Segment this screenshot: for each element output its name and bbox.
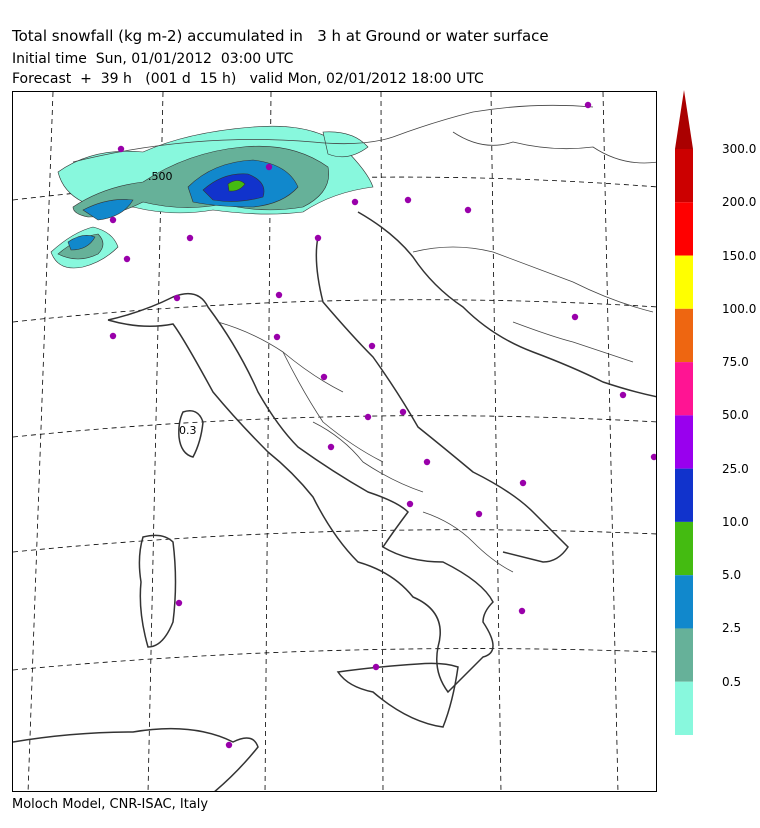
city-marker [520,480,526,486]
legend-swatch [675,415,693,468]
legend-swatch [675,256,693,309]
legend-swatch [675,469,693,522]
city-marker [276,292,282,298]
model-credit: Moloch Model, CNR-ISAC, Italy [12,797,209,812]
legend-swatch [675,309,693,362]
legend-label: 300.0 [722,142,757,156]
city-marker [315,235,321,241]
city-marker [352,199,358,205]
legend-label: 100.0 [722,301,757,316]
city-marker [174,295,180,301]
city-marker [407,501,413,507]
snowfall-shading [51,126,373,268]
legend-label: 25.0 [722,461,749,476]
legend-swatch [675,202,693,255]
coastline [13,212,657,792]
city-marker [400,409,406,415]
snowfall-map [12,91,657,792]
legend-label: 50.0 [722,408,749,423]
map-title: Total snowfall (kg m-2) accumulated in 3 h at Ground or water surface [12,27,549,45]
legend-label: 10.0 [722,514,749,529]
legend-swatch [675,362,693,415]
legend-label: 0.5 [722,674,742,689]
map-canvas [13,92,657,792]
city-marker [226,742,232,748]
legend-swatch [675,682,693,735]
city-marker [651,454,657,460]
city-marker [476,511,482,517]
forecast-valid-time: Forecast + 39 h (001 d 15 h) valid Mon, 02/01/2012 18:00 UTC [12,71,484,87]
city-marker [369,343,375,349]
city-marker [110,217,116,223]
city-marker [465,207,471,213]
initial-time: Initial time Sun, 01/01/2012 03:00 UTC [12,51,294,67]
city-marker [274,334,280,340]
city-marker [365,414,371,420]
contour-label: .500 [148,170,173,183]
city-marker [187,235,193,241]
city-marker [405,197,411,203]
legend-arrow-icon [675,90,693,149]
city-marker [620,392,626,398]
legend-swatch [675,522,693,575]
legend-swatch [675,628,693,681]
city-marker [321,374,327,380]
city-marker [424,459,430,465]
city-marker [328,444,334,450]
legend-label: 5.0 [722,568,742,583]
city-marker [110,333,116,339]
legend-label: 2.5 [722,621,742,636]
legend-color-boxes [675,149,693,735]
city-marker [266,164,272,170]
contour-label: 0.3 [179,424,197,437]
city-marker [585,102,591,108]
legend-label: 150.0 [722,248,757,263]
city-marker [124,256,130,262]
city-marker [373,664,379,670]
city-marker [118,146,124,152]
legend-swatch [675,149,693,202]
legend-label: 75.0 [722,355,749,370]
legend-swatch [675,575,693,628]
city-marker [572,314,578,320]
legend-label: 200.0 [722,195,757,210]
city-marker [176,600,182,606]
city-marker [519,608,525,614]
